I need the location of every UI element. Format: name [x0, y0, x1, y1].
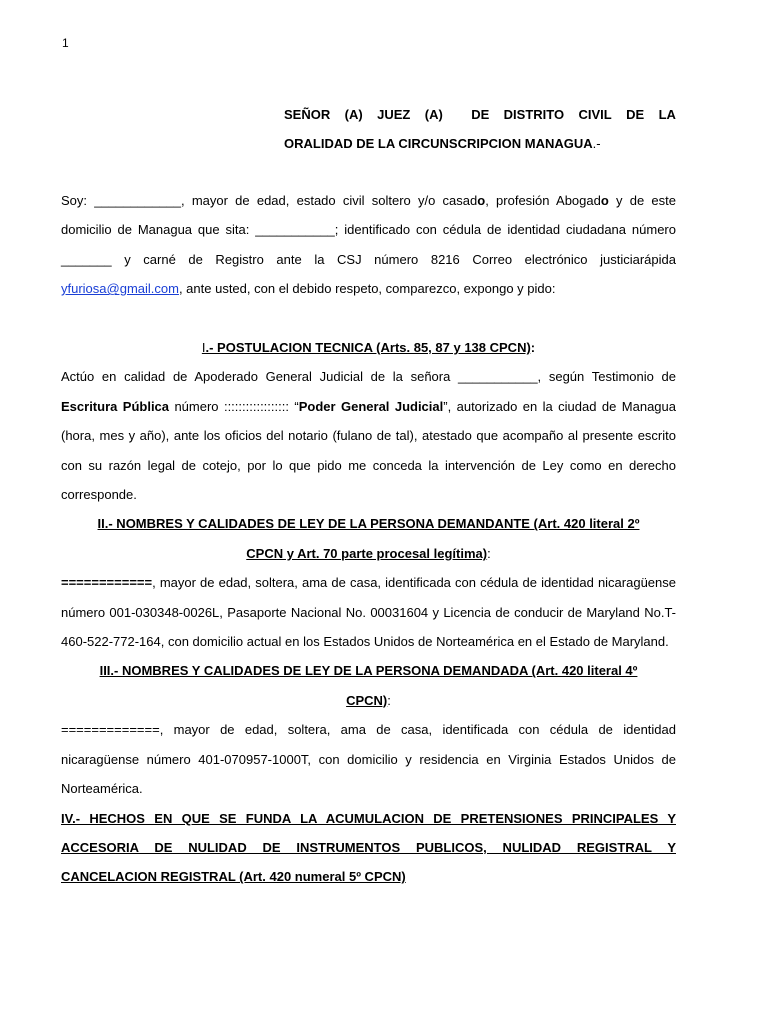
- section-2-heading-colon: :: [487, 545, 491, 561]
- addressee-word: (A): [344, 107, 363, 122]
- intro-text-4: , ante usted, con el debido respeto, comparezco, expongo y pido:: [178, 281, 556, 297]
- section-1-text-3: ”, autorizado en la ciudad de Managua (hora, mes y año), ante los oficios del notario (fulano de tal), atestado que acompaño al presente escrito con su razón legal de cotejo, por lo que pido me conceda la intervención de Ley como en derecho corresponde.: [61, 398, 676, 503]
- section-4-heading-line-3: CANCELACION REGISTRAL (Art. 420 numeral 5º CPCN): [61, 869, 406, 885]
- spacer: [61, 304, 676, 333]
- addressee-word: CIVIL: [578, 107, 612, 122]
- section-1-paragraph: [61, 362, 676, 509]
- section-4-heading-line-2: ACCESORIA DE NULIDAD DE INSTRUMENTOS PUBLICOS, NULIDAD REGISTRAL Y: [61, 839, 676, 855]
- section-3-paragraph: =============, mayor de edad, soltera, ama de casa, identificada con cédula de identidad nicaragüense número 401-070957-1000T, con domicilio y residencia en Virginia Estados Unidos de Norteamérica.: [61, 722, 676, 797]
- section-1-text-1: Actúo en calidad de Apoderado General Judicial de la señora ___________, según Testimonio de: [61, 369, 676, 385]
- addressee-line-2-text: ORALIDAD DE LA CIRCUNSCRIPCION MANAGUA: [284, 136, 593, 151]
- addressee-word: LA: [658, 107, 676, 122]
- intro-text-1: Soy: ____________, mayor de edad, estado civil soltero y/o casad: [61, 193, 478, 208]
- section-2-name: ============: [61, 575, 153, 591]
- section-1-bold-2: Poder General Judicial: [298, 398, 444, 414]
- intro-text-3: y de este domicilio de Managua que sita: ___________; identificado con cédula de identidad ciudadana número _______ y carné de Registro ante la CSJ número 8216 Correo electrónico justiciarápida: [61, 193, 676, 267]
- document-body: [61, 186, 676, 892]
- addressee-line-1: [284, 100, 676, 129]
- addressee-line-2: [284, 129, 676, 158]
- section-2-paragraph: [61, 568, 676, 656]
- addressee-word: JUEZ: [377, 107, 411, 122]
- page-number: 1: [62, 36, 69, 50]
- section-3-heading-line-2-text: CPCN): [346, 692, 388, 708]
- section-1-heading-colon: :: [530, 340, 536, 356]
- addressee-line-2-tail: .-: [592, 136, 601, 151]
- intro-text-2: , profesión Abogad: [485, 193, 601, 208]
- section-1-bold-1: Escritura Pública: [61, 398, 170, 414]
- section-3-heading-colon: :: [387, 692, 391, 708]
- addressee-word: SEÑOR: [284, 107, 331, 122]
- email-link[interactable]: yfuriosa@gmail.com: [61, 281, 179, 297]
- section-1-text-2: número :::::::::::::::::: “: [169, 398, 299, 414]
- section-2-text: , mayor de edad, soltera, ama de casa, identificada con cédula de identidad nicaragüense número 001-030348-0026L, Pasaporte Nacional No. 00031604 y Licencia de conducir de Maryland No.T-460-522-772-164, con domicilio actual en los Estados Unidos de Norteamérica en el Estado de Maryland.: [61, 575, 676, 650]
- section-3-heading-line-1: III.- NOMBRES Y CALIDADES DE LEY DE LA PERSONA DEMANDADA (Art. 420 literal 4º: [99, 663, 638, 679]
- addressee-word: (A): [424, 107, 443, 122]
- section-2-heading-line-2: [61, 539, 676, 568]
- section-4-heading-line-1: IV.- HECHOS EN QUE SE FUNDA LA ACUMULACION DE PRETENSIONES PRINCIPALES Y: [61, 810, 676, 826]
- intro-bold-1: o: [477, 193, 486, 208]
- addressee-word: DISTRITO: [503, 107, 565, 122]
- section-1-heading: [61, 333, 676, 362]
- addressee-word: DE: [471, 107, 490, 122]
- section-2-heading-line-1: II.- NOMBRES Y CALIDADES DE LEY DE LA PERSONA DEMANDANTE (Art. 420 literal 2º: [97, 516, 640, 532]
- section-1-heading-text: .- POSTULACION TECNICA (Arts. 85, 87 y 138 CPCN): [205, 340, 531, 356]
- section-2-heading-line-2-text: CPCN y Art. 70 parte procesal legítima): [246, 545, 488, 561]
- section-1-heading-prefix: I: [201, 340, 206, 356]
- addressee-word: DE: [626, 107, 645, 122]
- section-3-heading-line-2: [61, 686, 676, 715]
- addressee-block: [284, 100, 676, 158]
- intro-paragraph: [61, 186, 676, 304]
- intro-bold-2: o: [600, 193, 609, 208]
